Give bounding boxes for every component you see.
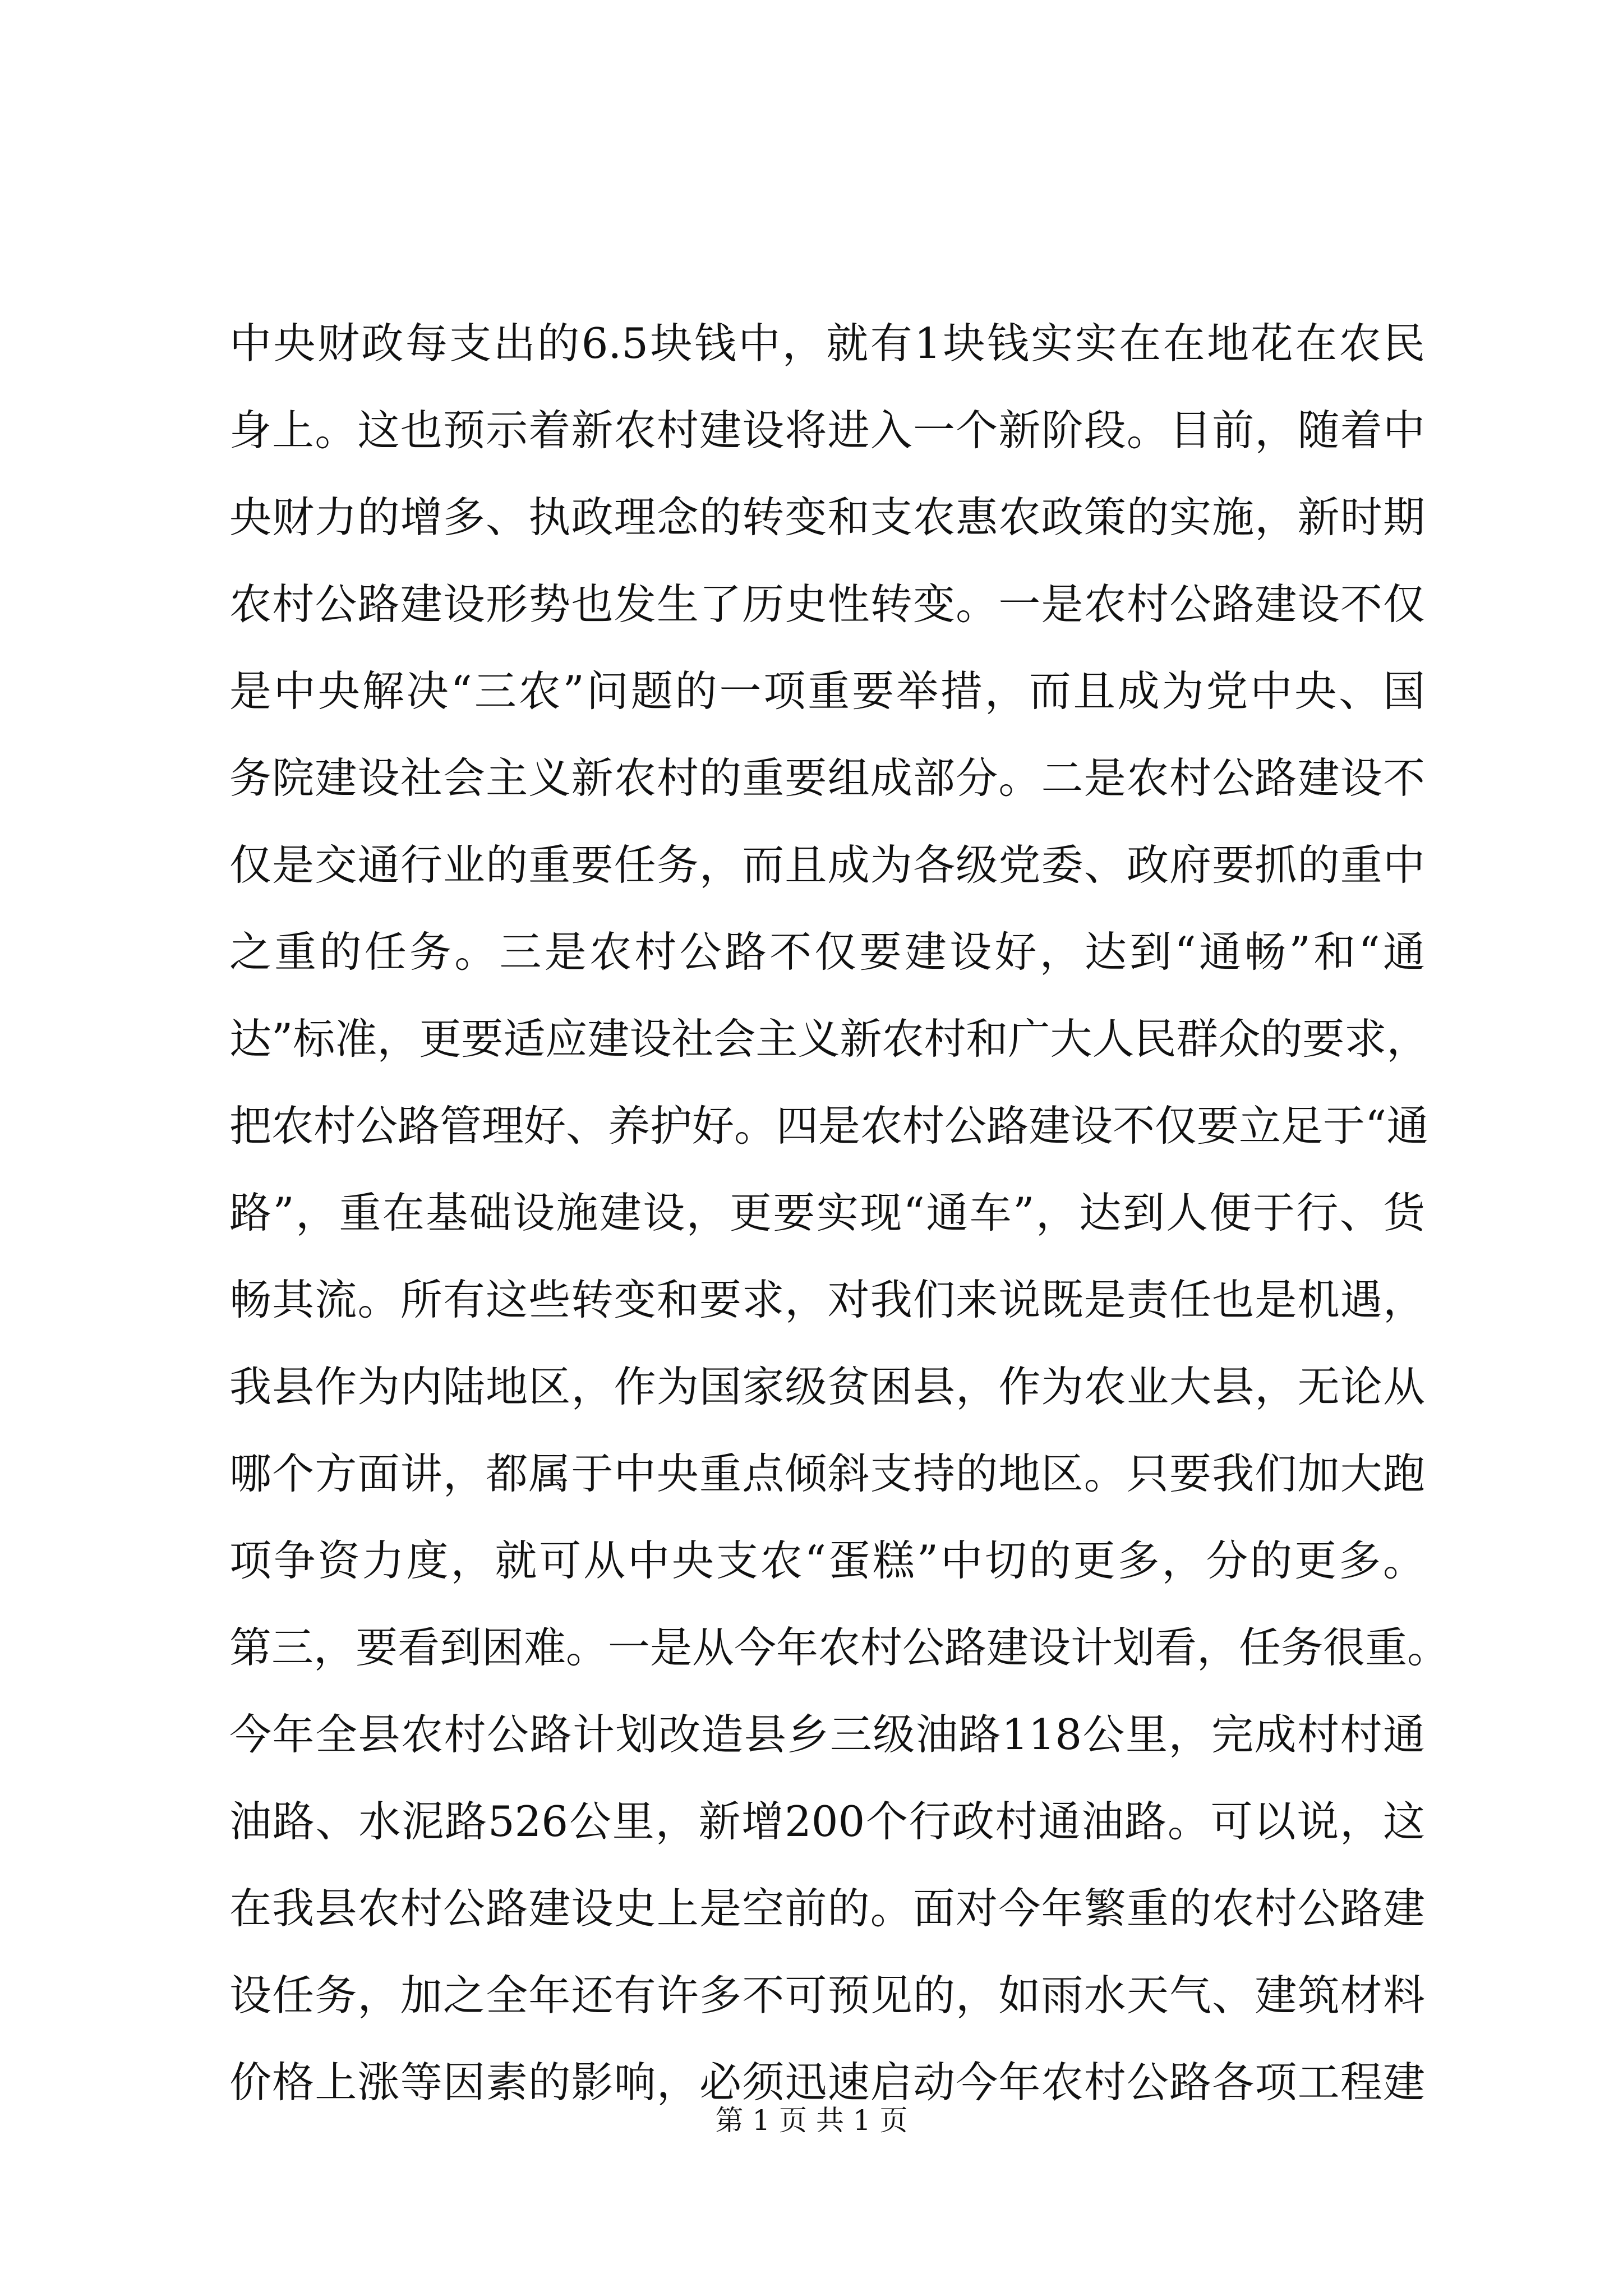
text-line: 之重的任务。三是农村公路不仅要建设好，达到“通畅”和“通 <box>229 927 1425 977</box>
text-line: 畅其流。所有这些转变和要求，对我们来说既是责任也是机遇， <box>229 1275 1425 1324</box>
text-line: 设任务，加之全年还有许多不可预见的，如雨水天气、建筑材料 <box>229 1971 1425 2020</box>
text-line: 央财力的增多、执政理念的转变和支农惠农政策的实施，新时期 <box>229 493 1425 542</box>
text-line: 第三，要看到困难。一是从今年农村公路建设计划看，任务很重。 <box>229 1623 1450 1672</box>
text-line: 我县作为内陆地区，作为国家级贫困县，作为农业大县，无论从 <box>229 1362 1425 1411</box>
page-number: 第 1 页 共 1 页 <box>715 2104 908 2137</box>
text-line: 中央财政每支出的6.5块钱中，就有1块钱实实在在地花在农民 <box>229 319 1425 368</box>
text-line: 把农村公路管理好、养护好。四是农村公路建设不仅要立足于“通 <box>229 1101 1429 1151</box>
text-line: 油路、水泥路526公里，新增200个行政村通油路。可以说，这 <box>229 1797 1425 1846</box>
page-footer <box>0 2101 1623 2140</box>
text-line: 在我县农村公路建设史上是空前的。面对今年繁重的农村公路建 <box>229 1884 1425 1933</box>
text-line: 农村公路建设形势也发生了历史性转变。一是农村公路建设不仅 <box>229 579 1425 629</box>
text-line: 身上。这也预示着新农村建设将进入一个新阶段。目前，随着中 <box>229 406 1425 455</box>
text-line: 价格上涨等因素的影响，必须迅速启动今年农村公路各项工程建 <box>229 2058 1425 2107</box>
text-line: 达”标准，更要适应建设社会主义新农村和广大人民群众的要求， <box>229 1014 1429 1064</box>
text-line: 务院建设社会主义新农村的重要组成部分。二是农村公路建设不 <box>229 753 1425 803</box>
text-line: 今年全县农村公路计划改造县乡三级油路118公里，完成村村通 <box>229 1710 1425 1759</box>
text-line: 项争资力度，就可从中央支农“蛋糕”中切的更多，分的更多。 <box>229 1536 1425 1585</box>
text-line: 哪个方面讲，都属于中央重点倾斜支持的地区。只要我们加大跑 <box>229 1449 1425 1498</box>
text-line: 仅是交通行业的重要任务，而且成为各级党委、政府要抓的重中 <box>229 840 1425 890</box>
text-line: 路”，重在基础设施建设，更要实现“通车”，达到人便于行、货 <box>229 1188 1425 1237</box>
body-text <box>229 300 1450 2126</box>
text-line: 是中央解决“三农”问题的一项重要举措，而且成为党中央、国 <box>229 666 1425 716</box>
